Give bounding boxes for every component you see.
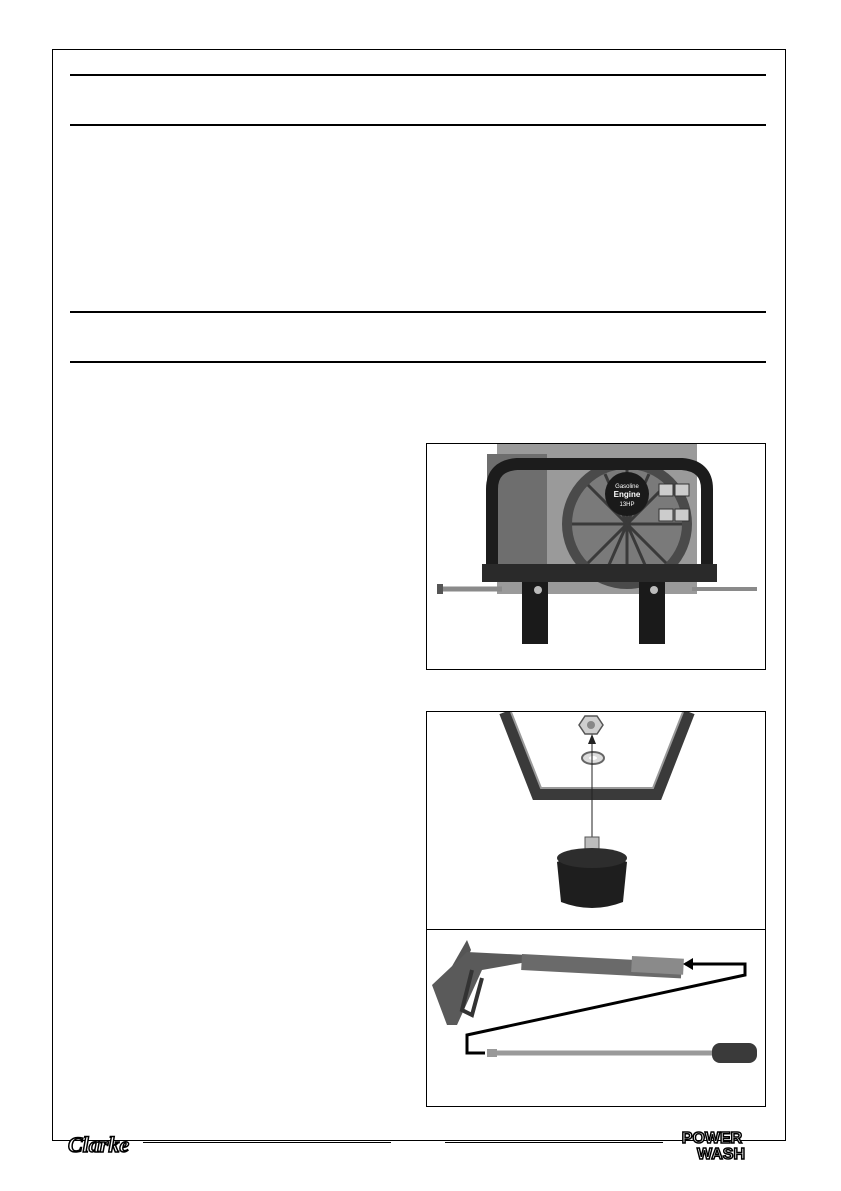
- section-rule: [70, 361, 766, 363]
- section-rule: [70, 311, 766, 313]
- footer-rule-left: [143, 1142, 391, 1143]
- footer-rule-right: [445, 1142, 663, 1143]
- section-rule: [70, 74, 766, 76]
- engine-badge-line3: 13HP: [619, 502, 635, 508]
- figure-rubber-foot: [426, 711, 766, 933]
- power-wash-logo: [655, 1128, 769, 1160]
- brand-logo-text: Clarke: [68, 1132, 130, 1157]
- product-logo-line2: WASH: [697, 1146, 745, 1160]
- figure-engine-frame: [426, 443, 766, 670]
- figure-lance-gun: [426, 929, 766, 1107]
- engine-badge-line2: Engine: [613, 490, 641, 499]
- section-rule: [70, 124, 766, 126]
- product-logo-line1: POWER: [681, 1130, 743, 1147]
- clarke-logo: [66, 1130, 152, 1158]
- engine-badge-line1: Gasoline: [615, 484, 639, 490]
